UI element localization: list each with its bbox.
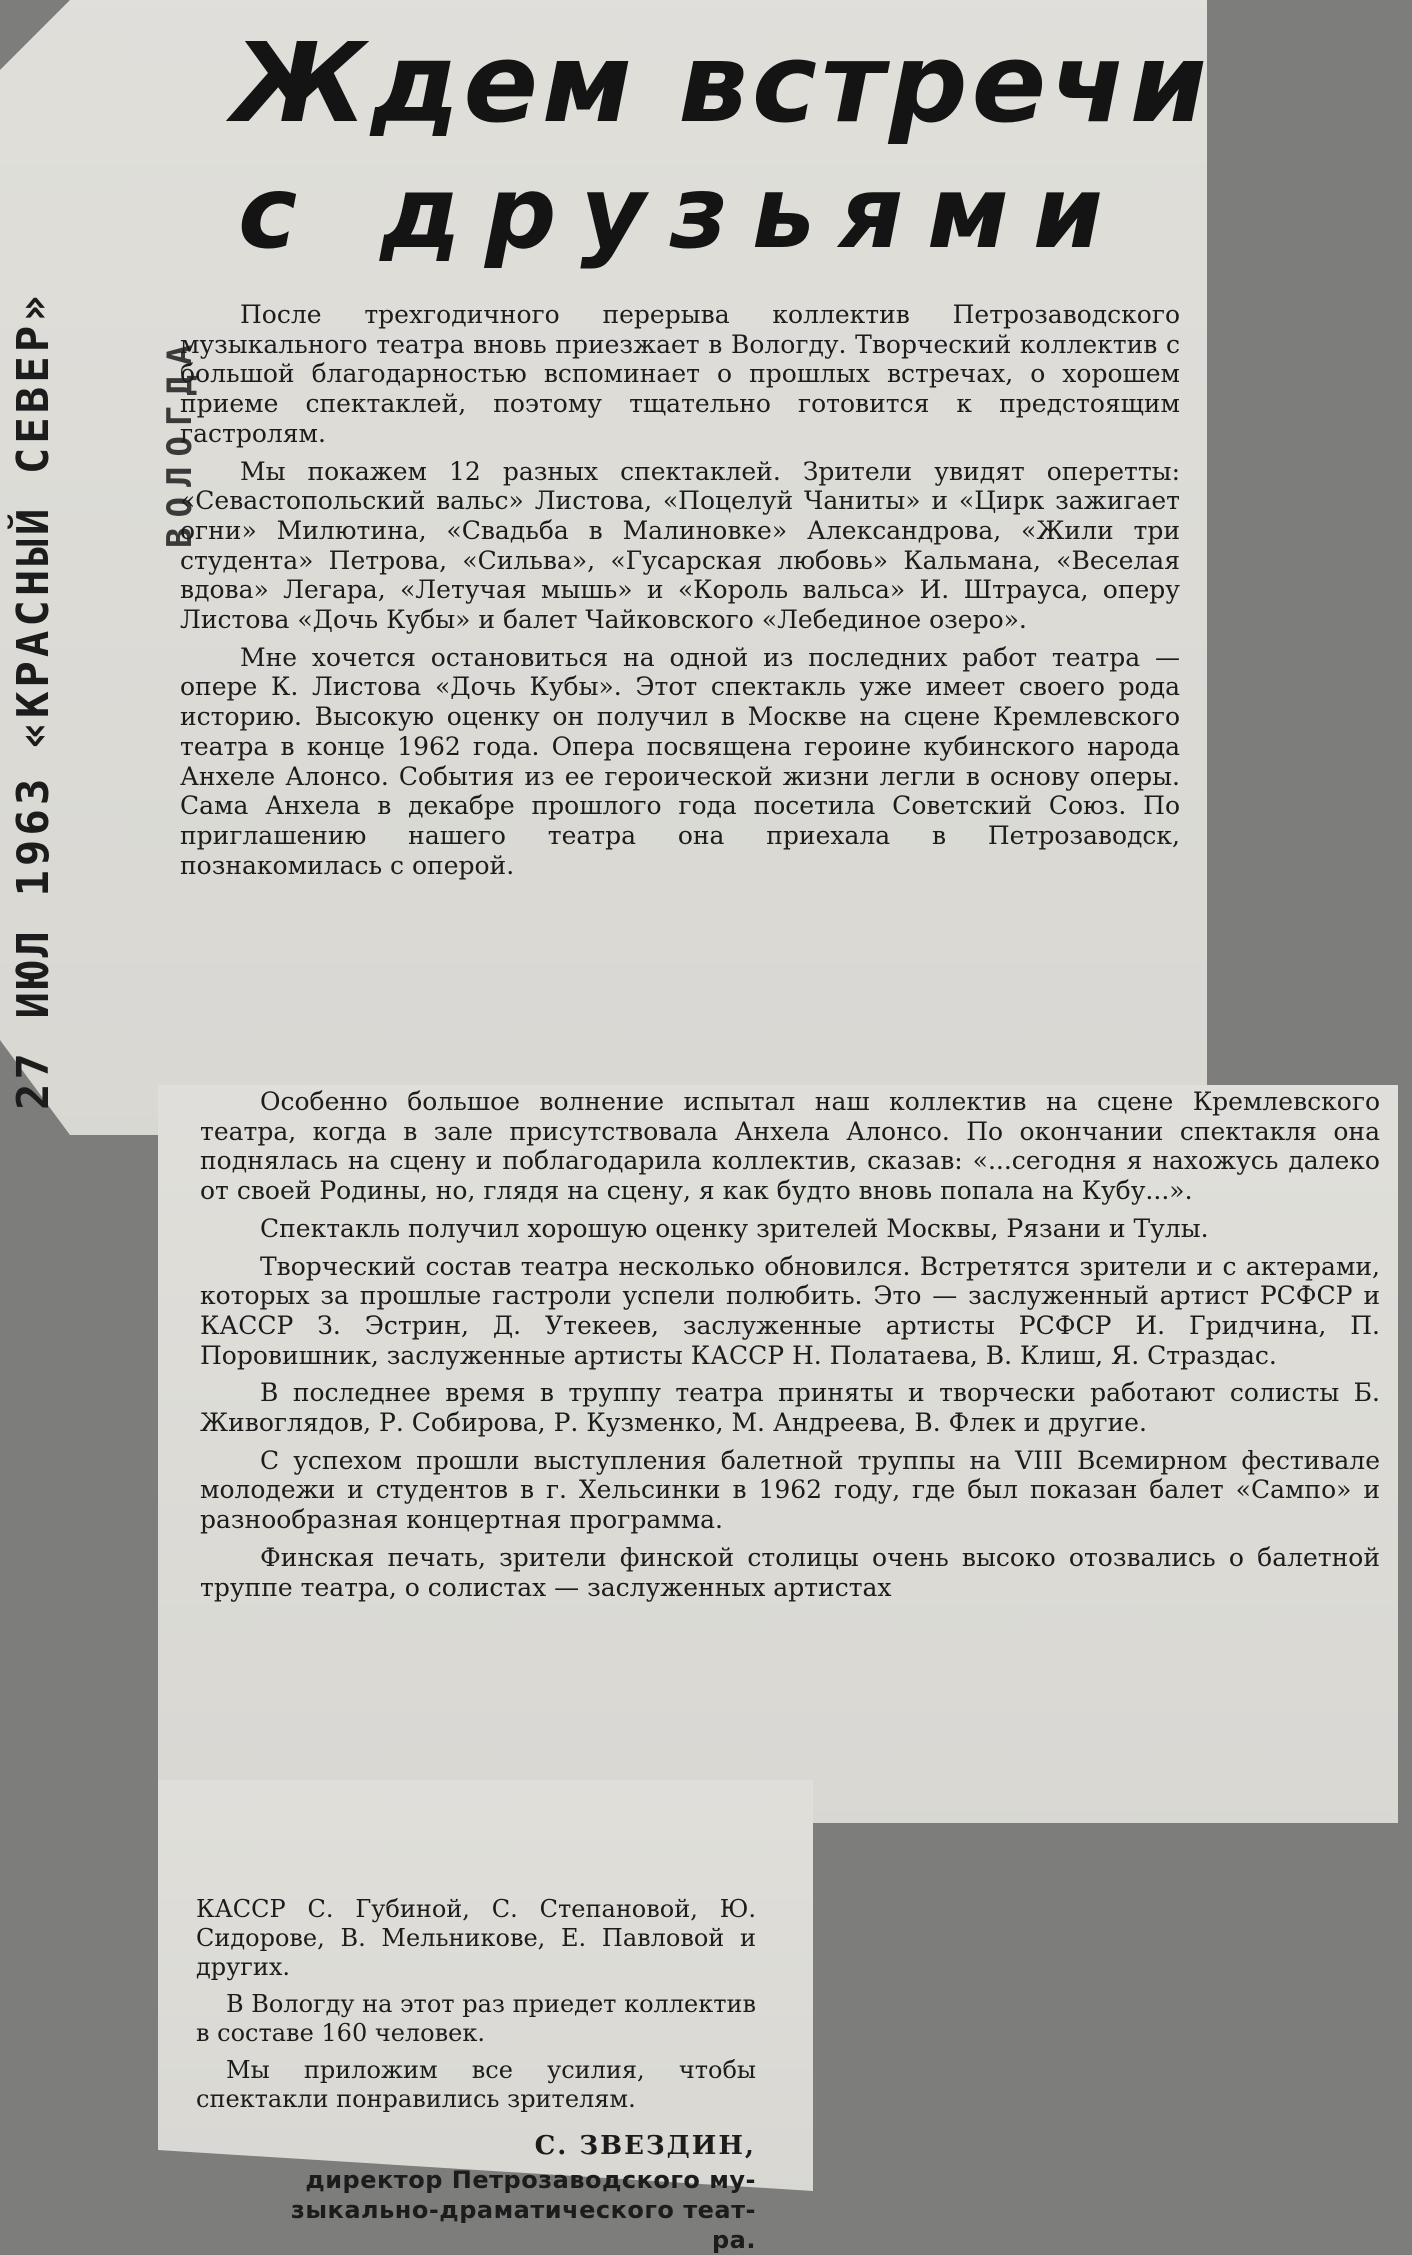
stamp-newspaper-name: «КРАСНЫЙ СЕВЕР» [8,291,59,749]
paragraph: Спектакль получил хорошую оценку зрителей Москвы, Рязани и Тулы. [260,1213,1209,1243]
paragraph: В последнее время в труппу театра приняты и творчески работают солисты Б. Живоглядов, Р. Собирова, Р. Кузменко, М. Андреева, В. Флек и другие. [200,1378,1380,1438]
paragraph: Финская печать, зрители финской столицы очень высоко отозвались о балетной труппе театра, о солистах — заслуженных артистах [200,1542,1380,1602]
paragraph: Мне хочется остановиться на одной из последних работ театра — опере К. Листова «Дочь Кубы». Этот спектакль уже имеет своего рода историю. Высокую оценку он получил в Москве на сцене Кремлевского театра в конце 1962 года. Опера посвящена героине кубинского народа Анхеле Алонсо. События из ее героической жизни легли в основу оперы. Сама Анхела в декабре прошлого года посетила Советский Союз. По приглашению нашего театра она приехала в Петрозаводск, познакомилась с оперой. [180,642,1180,880]
paragraph: После трехгодичного перерыва коллектив Петрозаводского музыкального театра вновь приезжает в Вологду. Творческий коллектив с большой благодарностью вспоминает о прошлых встречах, о хорошем приеме спектаклей, поэтому тщательно готовится к предстоящим гастролям. [180,300,1180,448]
author-title: директор Петрозаводского му- зыкально-драматического теат- ра. [290,2166,756,2254]
paragraph: В Вологду на этот раз приедет коллектив в составе 160 человек. [196,1990,756,2047]
paragraph: Мы приложим все усилия, чтобы спектакли понравились зрителям. [196,2056,756,2113]
headline [232,18,1211,278]
stamp-date: 27 ИЮЛ 1963 [8,774,59,1110]
article-column-lower [196,1895,756,2255]
paragraph: КАССР С. Губиной, С. Степановой, Ю. Сидорове, В. Мельникове, Е. Павловой и других. [196,1895,756,1981]
article-column-upper [180,300,1180,888]
stamp-city: ВОЛОГДА [160,334,200,548]
paragraph: Особенно большое волнение испытал наш коллектив на сцене Кремлевского театра, когда в зале присутствовала Анхела Алонсо. По окончании спектакля она поднялась на сцену и поблагодарила коллектив, сказав: «...сегодня я нахожусь далеко от своей Родины, но, глядя на сцену, я как будто вновь попала на Кубу...». [200,1087,1380,1206]
newspaper-stamp [8,291,59,1110]
article-column-middle [200,1087,1380,1610]
paragraph: Мы покажем 12 разных спектаклей. Зрители увидят оперетты: «Севастопольский вальс» Листова, «Поцелуй Чаниты» и «Цирк зажигает огни» Милютина, «Свадьба в Малиновке» Александрова, «Жили три студента» Петрова, «Сильва», «Гусарская любовь» Кальмана, «Веселая вдова» Легара, «Летучая мышь» и «Король вальса» И. Штрауса, оперу Листова «Дочь Кубы» и балет Чайковского «Лебединое озеро». [180,456,1180,635]
headline-line-1: Ждем встречи [232,19,1211,147]
headline-line-2: с друзьями [238,154,1127,271]
paragraph: С успехом прошли выступления балетной труппы на VIII Всемирном фестивале молодежи и студентов в г. Хельсинки в 1962 году, где был показан балет «Сампо» и разнообразная концертная программа. [200,1445,1380,1535]
author-name: С. ЗВЕЗДИН, [534,2131,756,2161]
paragraph: Творческий состав театра несколько обновился. Встретятся зрители и с актерами, которых за прошлые гастроли успели полюбить. Это — заслуженный артист РСФСР и КАССР З. Эстрин, Д. Утекеев, заслуженные артисты РСФСР И. Гридчина, П. Поровишник, заслуженные артисты КАССР Н. Полатаева, В. Клиш, Я. Страздас. [200,1251,1380,1370]
